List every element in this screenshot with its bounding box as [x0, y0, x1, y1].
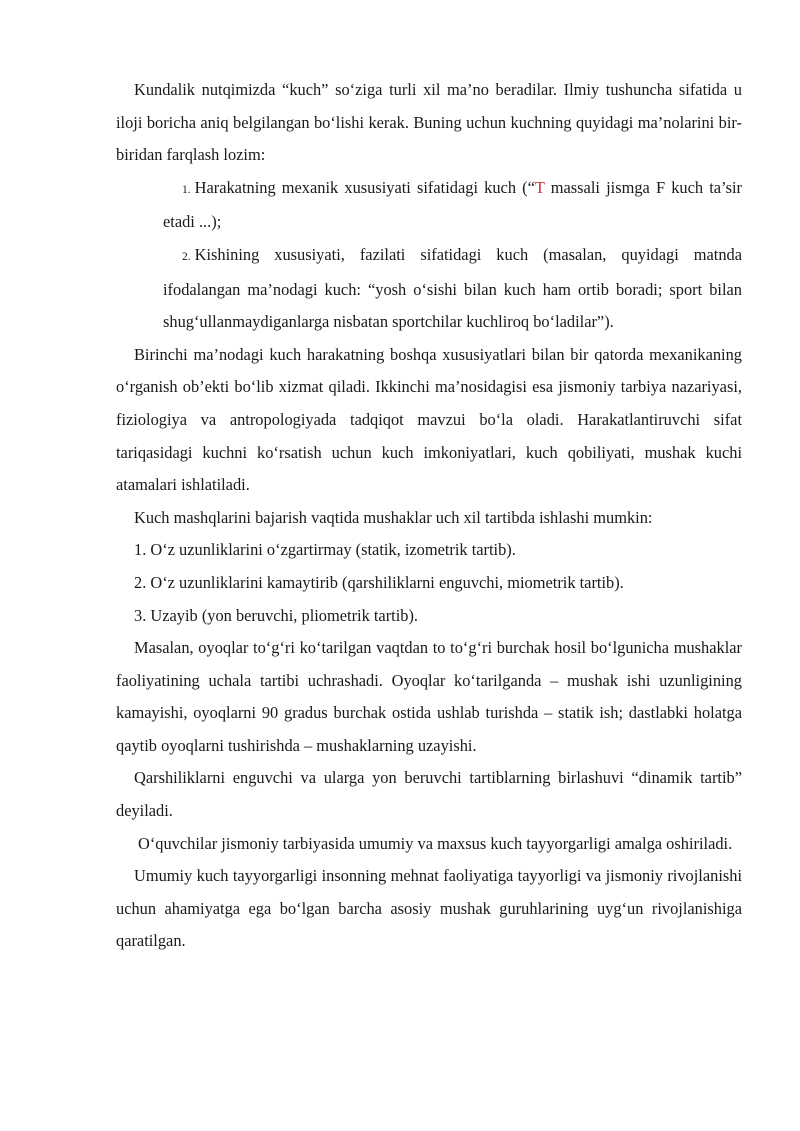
- work-mode-item: 3. Uzayib (yon beruvchi, pliometrik tartib).: [134, 605, 419, 625]
- highlighted-letter: T: [534, 177, 545, 197]
- paragraph-students: O‘quvchilar jismoniy tarbiyasida umumiy va maxsus kuch tayyorgarligi amalga oshiriladi.: [138, 833, 733, 853]
- paragraph-intro: Kundalik nutqimizda “kuch” so‘ziga turli xil ma’no beradilar. Ilmiy tushuncha sifatida u iloji boricha aniq belgilangan bo‘lishi kerak. Buning uchun kuchning quyidagi ma’nolarini bir-biridan farqlash lozim:: [116, 80, 742, 165]
- paragraph-example: Masalan, oyoqlar to‘g‘ri ko‘tarilgan vaqtdan to to‘g‘ri burchak hosil bo‘lgunicha mushaklar faoliyatining uchala tartibi uchrashadi. Oyoqlar ko‘tarilganda – mushak ishi uzunligining kamayishi, oyoqlarni 90 gradus burchak ostida ushlab turishda – statik ish; dastlabki holatga qaytib oyoqlarni tushirishda – mushaklarning uzayishi.: [116, 638, 742, 755]
- work-mode-item: 2. O‘z uzunliklarini kamaytirib (qarshiliklarni enguvchi, miometrik tartib).: [134, 572, 624, 592]
- paragraph-general-training: Umumiy kuch tayyorgarligi insonning mehnat faoliyatiga tayyorligi va jismoniy rivojlanishi uchun ahamiyatga ega bo‘lgan barcha asosiy mushak guruhlarining uyg‘un rivojlanishiga qaratilgan.: [116, 866, 742, 951]
- kuch-meanings-list: [116, 172, 742, 339]
- document-page: [116, 74, 742, 958]
- paragraph-work-modes: Kuch mashqlarini bajarish vaqtida mushaklar uch xil tartibda ishlashi mumkin:: [134, 507, 653, 527]
- list-item: [116, 172, 742, 239]
- list-item-number: 1.: [182, 183, 191, 196]
- work-mode-item: 1. O‘z uzunliklarini o‘zgartirmay (statik, izometrik tartib).: [134, 540, 516, 560]
- list-item-text: Kishining xususiyati, fazilati sifatidagi kuch (masalan, quyidagi matnda ifodalangan ma’nodagi kuch: “yosh o‘sishi bilan kuch ham ortib boradi; sport bilan shug‘ullanmaydiganlarga nisbatan sportchilar kuchliroq bo‘ladilar”).: [163, 244, 742, 332]
- list-item: [116, 239, 742, 339]
- paragraph-dynamic-mode: Qarshiliklarni enguvchi va ularga yon beruvchi tartiblarning birlashuvi “dinamik tartib” deyiladi.: [116, 768, 742, 821]
- list-item-text-after: massali jismga F kuch ta’sir etadi ...);: [163, 177, 743, 232]
- list-item-number: 2.: [182, 250, 191, 263]
- list-item-text-before: Harakatning mexanik xususiyati sifatidagi kuch (“: [194, 177, 535, 197]
- paragraph-first-meaning: Birinchi ma’nodagi kuch harakatning boshqa xususiyatlari bilan bir qatorda mexanikaning o‘rganish ob’ekti bo‘lib xizmat qiladi. Ikkinchi ma’nosidagisi esa jismoniy tarbiya nazariyasi, fiziologiya va antropologiyada tadqiqot mavzui bo‘la oladi. Harakatlantiruvchi sifat tariqasidagi kuchni ko‘rsatish uchun kuch imkoniyatlari, kuch qobiliyati, mushak kuchi atamalari ishlatiladi.: [116, 344, 742, 495]
